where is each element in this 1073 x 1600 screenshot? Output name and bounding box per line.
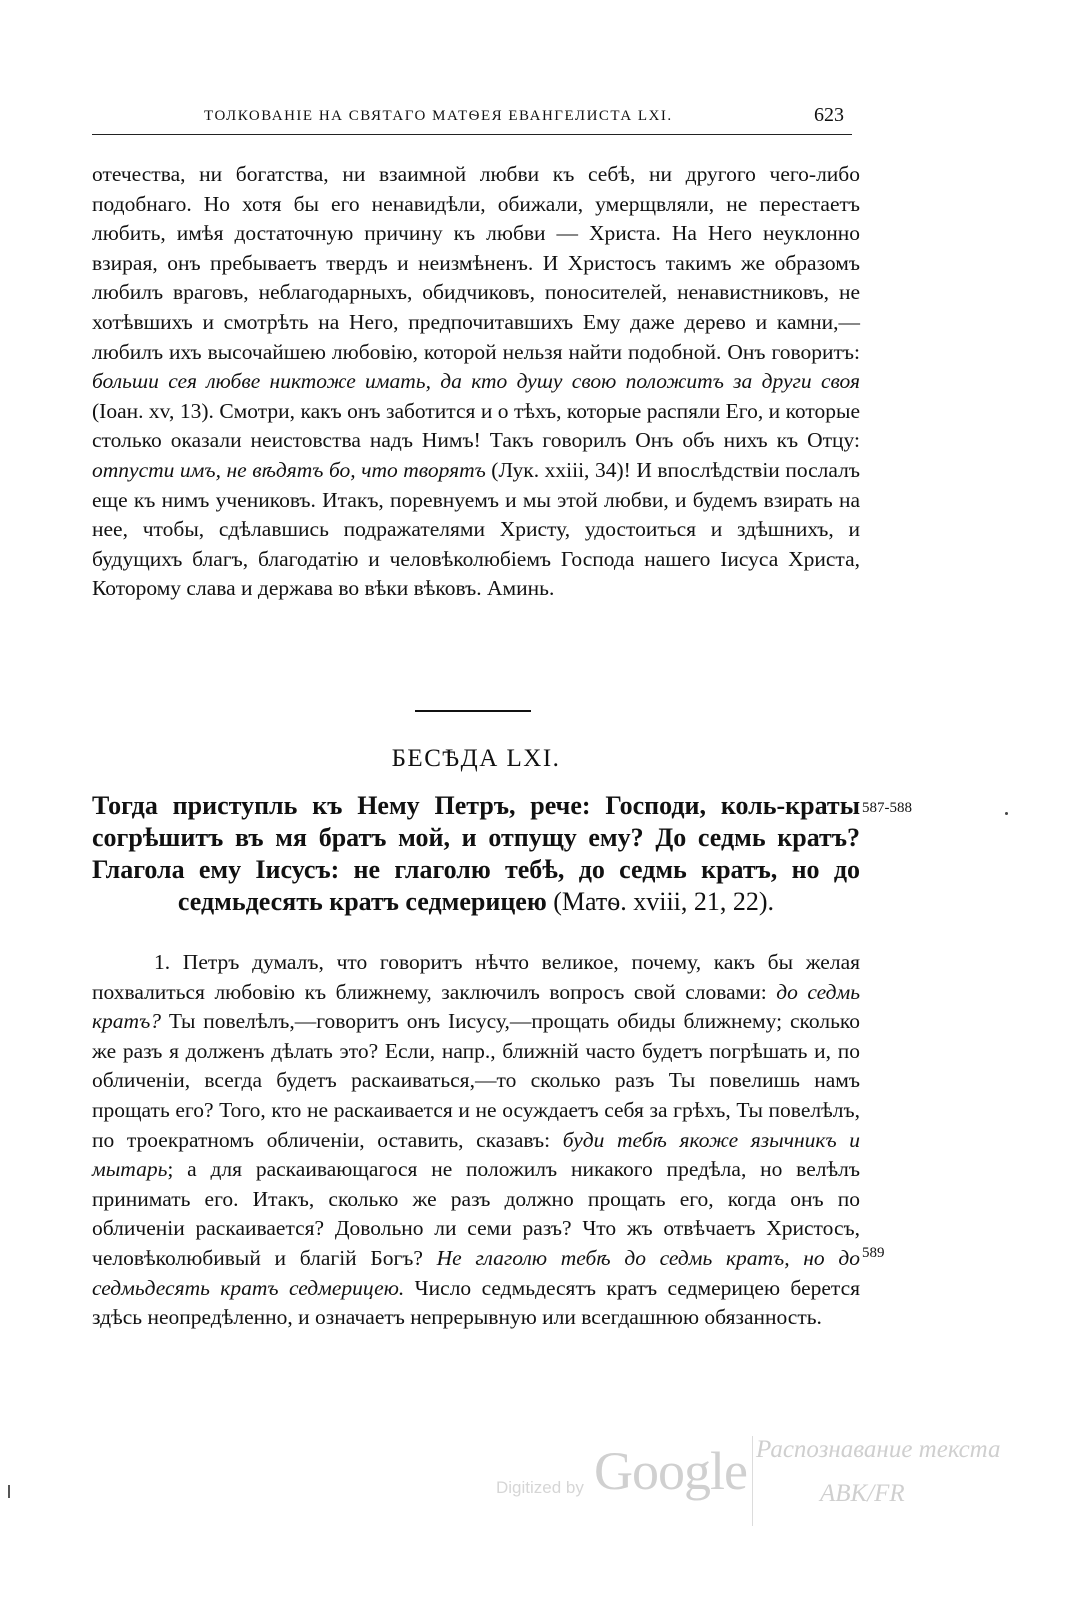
ocr-credit-line: Распознавание текста — [756, 1436, 1001, 1463]
continued-paragraph — [92, 160, 860, 604]
section-heading: БЕСѢДА LXI. — [391, 745, 561, 772]
section-divider — [415, 710, 531, 712]
scan-mark — [8, 1485, 10, 1498]
quotation: до седмь кратъ? — [92, 979, 860, 1034]
running-header — [92, 104, 852, 135]
verse-reference: (Матѳ. xviii, 21, 22). — [553, 887, 775, 916]
digitization-watermark — [488, 1432, 1048, 1572]
margin-note: 589 — [862, 1245, 885, 1261]
commentary-paragraph — [92, 948, 860, 1333]
paragraph: отечества, ни богатства, ни взаимной любви къ себѣ, ни другого чего-либо подобнаго. Но хотя бы его ненавидѣли, обижали, умерщвляли, не перестаетъ любить, имѣя достаточную причину къ любви — Христа. На Него неуклонно взирая, онъ пребываетъ твердъ и неизмѣненъ. И Христосъ такимъ же образомъ любилъ враговъ, неблагодарныхъ, обидчиковъ, поносителей, ненавистниковъ, не хотѣвшихъ и смотрѣть на Него, предпочитавшихъ Ему даже дерево и камни,—любилъ ихъ высочайшею любовію, которой нельзя найти подобной. Онъ говоритъ: больши сея любве никтоже имать, да кто душу свою положитъ за други своя (Іоан. xv, 13). Смотри, какъ онъ заботится и о тѣхъ, которые распяли Его, и которые столько оказали неистовства надъ Нимъ! Такъ говорилъ Онъ объ нихъ къ Отцу: отпусти имъ, не вѣдятъ бо, что творятъ (Лук. xxiii, 34)! И впослѣдствіи послалъ еще къ нимъ учениковъ. Итакъ, поревнуемъ и мы этой любви, и будемъ взирать на нее, чтобы, сдѣлавшись подражателями Христу, удостоиться и здѣшнихъ, и будущихъ благъ, благодатію и человѣколюбіемъ Господа нашего Іисуса Христа, Которому слава и держава во вѣки вѣковъ. Аминь. — [92, 162, 860, 601]
margin-note: 587-588 — [862, 800, 912, 816]
ocr-credit-line: ABK/FR — [820, 1480, 905, 1507]
quotation: отпусти имъ, не вѣдятъ бо, что творятъ — [92, 457, 486, 482]
google-logo: Google — [594, 1441, 747, 1501]
watermark-separator — [752, 1436, 753, 1526]
digitized-by-label: Digitized by — [496, 1478, 584, 1497]
quotation: Не глаголю тебѣ до седмь кратъ, но до седмьдесять кратъ седмерицею. — [92, 1245, 860, 1300]
scan-speck — [1005, 812, 1008, 815]
quotation: буди тебѣ якоже язычникъ и мытарь — [92, 1127, 860, 1182]
gospel-verse: Тогда приступль къ Нему Петръ, рече: Господи, коль-краты согрѣшитъ въ мя братъ мой, и отпущу ему? До седмь кратъ? Глагола ему Іисусъ: не глаголю тебѣ, до седмь кратъ, но до седмьдесять кратъ седмерицею (Матѳ. xviii, 21, 22). — [92, 791, 860, 916]
paragraph: 1. Петръ думалъ, что говоритъ нѣчто великое, почему, какъ бы желая похвалиться любовію къ ближнему, заключилъ вопросъ свой словами: до седмь кратъ? Ты повелѣлъ,—говоритъ онъ Іисусу,—прощать обиды ближнему; сколько же разъ я долженъ дѣлать это? Если, напр., ближній часто будетъ погрѣшать и, по обличеніи, всегда будетъ раскаиваться,—то сколько разъ Ты повелишь намъ прощать его? Того, кто не раскаивается и не осуждаетъ себя за грѣхъ, Ты повелѣлъ, по троекратномъ обличеніи, оставить, сказавъ: буди тебѣ якоже язычникъ и мытарь; а для раскаивающагося не положилъ никакого предѣла, но велѣлъ принимать его. Итакъ, сколько же разъ должно прощать его, когда онъ по обличеніи раскаивается? Довольно ли семи разъ? Что жъ отвѣчаетъ Христосъ, человѣколюбивый и благій Богъ? Не глаголю тебѣ до седмь кратъ, но до седмьдесять кратъ седмерицею. Число седмьдесятъ кратъ седмерицею берется здѣсь неопредѣленно, и означаетъ непрерывную или всегдашнюю обязанность. — [92, 950, 861, 1330]
running-title: ТОЛКОВАНІЕ НА СВЯТАГО МАТѲЕЯ ЕВАНГЕЛИСТА LXI. — [204, 108, 673, 124]
page-number: 623 — [814, 104, 844, 126]
quotation: больши сея любве никтоже имать, да кто душу свою положитъ за други своя — [92, 369, 860, 394]
